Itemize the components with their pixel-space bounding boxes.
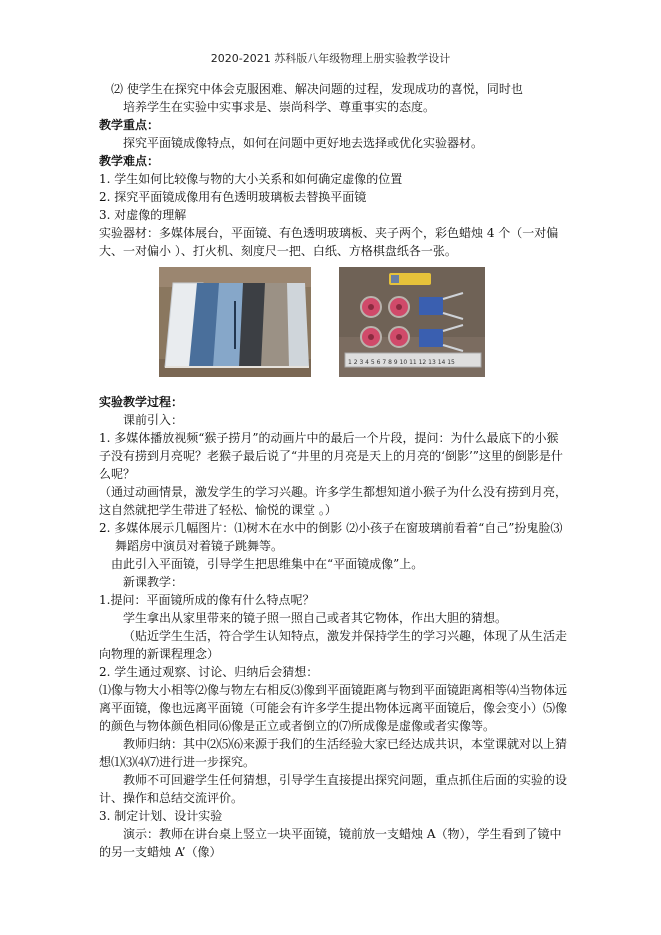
intro-step-2: 2. 多媒体展示几幅图片：⑴树木在水中的倒影 ⑵小孩子在窗玻璃前看着“自己”扮鬼脸⑶舞蹈房中演员对着镜子跳舞等。 — [99, 521, 563, 553]
intro-step-1-note: （通过动画情景，激发学生的学习兴趣。许多学生都想知道小猴子为什么没有捞到月亮，这自然就把学生带进了轻松、愉悦的课堂 。） — [99, 485, 568, 517]
step-3-plan: 3. 制定计划、设计实验 — [99, 809, 223, 823]
page-header: 2020-2021 苏科版八年级物理上册实验教学设计 — [210, 52, 451, 65]
difficulty-item-1: 1. 学生如何比较像与物的大小关系和如何确定虚像的位置 — [99, 172, 403, 186]
question-1-note: （贴近学生生活，符合学生认知特点，激发并保持学生的学习兴趣，体现了从生活走向物理的新课程理念） — [99, 629, 568, 661]
ruler-numbers: 1 2 3 4 5 6 7 8 9 10 11 12 13 14 15 — [348, 359, 455, 366]
intro-step-2-lead: 由此引入平面镜，引导学生把思维集中在“平面镜成像”上。 — [111, 557, 424, 571]
intro-step-1: 1. 多媒体播放视频“猴子捞月”的动画片中的最后一个片段，提问：为什么最底下的小猴子没有捞到月亮呢？老猴子最后说了“井里的月亮是天上的月亮的‘倒影’”这里的倒影是什么呢？ — [99, 431, 563, 481]
teacher-summary: 教师归纳：其中⑵⑸⑹来源于我们的生活经验大家已经达成共识，本堂课就对以上猜想⑴⑶⑷⑺进行进一步探究。 — [99, 737, 568, 769]
equipment-text: 实验器材：多媒体展台，平面镜、有色透明玻璃板、夹子两个，彩色蜡烛 4 个（一对偏大、一对偏小 ）、打火机、刻度尺一把、白纸、方格棋盘纸各一张。 — [99, 226, 559, 258]
photos-row — [99, 267, 567, 379]
difficulty-item-2: 2. 探究平面镜成像用有色透明玻璃板去替换平面镜 — [99, 190, 367, 204]
difficulties-title: 教学难点： — [99, 154, 160, 168]
goal-2-line1: ⑵ 使学生在探究中体会克服困难、解决问题的过程，发现成功的喜悦，同时也 — [111, 82, 523, 96]
goal-2-line2: 培养学生在实验中实事求是、崇尚科学、尊重事实的态度。 — [123, 100, 436, 114]
intro-title: 课前引入： — [123, 413, 184, 427]
key-points-title: 教学重点： — [99, 118, 160, 132]
glass-plates-photo — [159, 267, 311, 377]
question-2-guesses: ⑴像与物大小相等⑵像与物左右相反⑶像到平面镜距离与物到平面镜距离相等⑷当物体远离平面镜，像也远离平面镜（可能会有许多学生提出物体远离平面镜后，像会变小）⑸像的颜色与物体颜色相同⑹像是正立或者倒立的⑺所成像是虚像或者实像等。 — [99, 683, 568, 733]
process-title: 实验教学过程： — [99, 395, 184, 409]
key-points-text: 探究平面镜成像特点，如何在问题中更好地去选择或优化实验器材。 — [123, 136, 484, 150]
demo-text: 演示：教师在讲台桌上竖立一块平面镜，镜前放一支蜡烛 A（物），学生看到了镜中的另一支蜡烛 A’（像） — [99, 827, 562, 859]
candles-ruler-photo — [339, 267, 485, 377]
document-body — [99, 80, 567, 861]
new-lesson-title: 新课教学： — [123, 575, 184, 589]
question-2: 2. 学生通过观察、讨论、归纳后会猜想： — [99, 665, 319, 679]
teacher-guidance: 教师不可回避学生任何猜想，引导学生直接提出探究问题，重点抓住后面的实验的设计、操作和总结交流评价。 — [99, 773, 568, 805]
question-1: 1.提问：平面镜所成的像有什么特点呢？ — [99, 593, 315, 607]
question-1-activity: 学生拿出从家里带来的镜子照一照自己或者其它物体，作出大胆的猜想。 — [123, 611, 508, 625]
difficulty-item-3: 3. 对虚像的理解 — [99, 208, 187, 222]
